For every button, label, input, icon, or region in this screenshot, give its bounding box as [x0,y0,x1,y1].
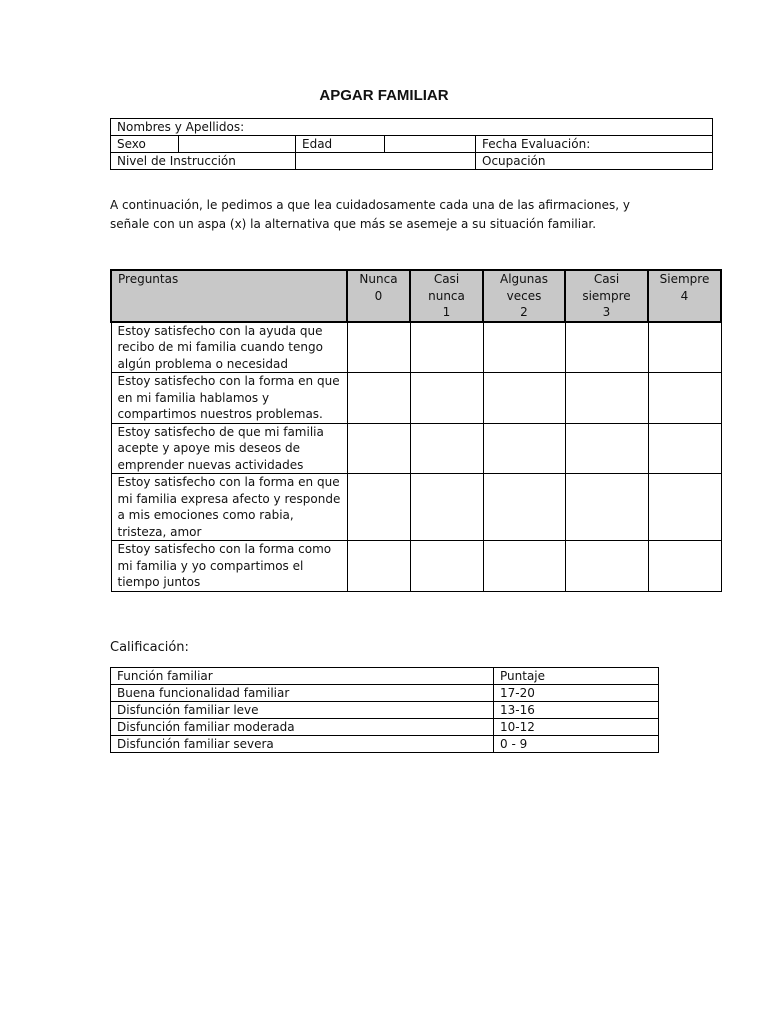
score-range: 10-12 [494,719,659,736]
function-label: Disfunción familiar moderada [111,719,494,736]
answer-cell-almost-never[interactable] [410,474,483,541]
occupation-label: Ocupación [482,154,546,168]
answer-cell-sometimes[interactable] [483,541,565,592]
option-header-sometimes: Algunas veces 2 [483,270,565,322]
answer-cell-never[interactable] [347,541,410,592]
answer-cell-sometimes[interactable] [483,423,565,474]
answer-cell-never[interactable] [347,423,410,474]
questionnaire-header-row [111,270,721,322]
answer-cell-never[interactable] [347,373,410,424]
question-text: Estoy satisfecho con la forma en que mi familia expresa afecto y responde a mis emociones como rabia, tristeza, amor [111,474,347,541]
answer-cell-almost-always[interactable] [565,322,648,373]
instructions-text: A continuación, le pedimos a que lea cuidadosamente cada una de las afirmaciones, y señale con un aspa (x) la alternativa que más se asemeje a su situación familiar. [110,198,630,231]
answer-cell-always[interactable] [648,474,721,541]
questions-column-header: Preguntas [111,270,347,322]
answer-cell-sometimes[interactable] [483,474,565,541]
answer-cell-almost-never[interactable] [410,541,483,592]
education-level-field[interactable] [296,153,476,170]
answer-cell-almost-never[interactable] [410,423,483,474]
answer-cell-almost-never[interactable] [410,322,483,373]
question-text: Estoy satisfecho con la forma en que en mi familia hablamos y compartimos nuestros problemas. [111,373,347,424]
answer-cell-almost-always[interactable] [565,423,648,474]
sex-label: Sexo [111,136,179,153]
answer-cell-sometimes[interactable] [483,373,565,424]
option-header-almost-never: Casi nunca 1 [410,270,483,322]
answer-cell-never[interactable] [347,322,410,373]
info-row-sex-age-date [111,136,713,153]
full-name-label: Nombres y Apellidos: [117,120,245,134]
option-header-almost-always: Casi siempre 3 [565,270,648,322]
option-header-always: Siempre 4 [648,270,721,322]
answer-cell-almost-always[interactable] [565,474,648,541]
score-range: 13-16 [494,702,659,719]
question-row [111,474,721,541]
answer-cell-almost-never[interactable] [410,373,483,424]
apgar-questionnaire-table [110,269,722,592]
education-level-label: Nivel de Instrucción [111,153,296,170]
score-range: 17-20 [494,685,659,702]
full-name-field[interactable] [111,119,713,136]
info-row-name [111,119,713,136]
scoring-label: Calificación: [110,640,189,655]
question-row [111,322,721,373]
question-text: Estoy satisfecho con la forma como mi familia y yo compartimos el tiempo juntos [111,541,347,592]
function-label: Disfunción familiar leve [111,702,494,719]
option-header-never: Nunca 0 [347,270,410,322]
answer-cell-never[interactable] [347,474,410,541]
evaluation-date-field[interactable] [476,136,713,153]
occupation-field[interactable] [476,153,713,170]
sex-field[interactable] [179,136,296,153]
scoring-row [111,736,659,753]
scoring-row [111,702,659,719]
scoring-table [110,667,659,753]
question-row [111,423,721,474]
score-range: 0 - 9 [494,736,659,753]
scoring-row [111,719,659,736]
function-label: Buena funcionalidad familiar [111,685,494,702]
question-text: Estoy satisfecho con la ayuda que recibo de mi familia cuando tengo algún problema o necesidad [111,322,347,373]
scoring-row [111,685,659,702]
answer-cell-always[interactable] [648,541,721,592]
question-row [111,541,721,592]
answer-cell-almost-always[interactable] [565,541,648,592]
function-column-header: Función familiar [111,668,494,685]
age-field[interactable] [385,136,476,153]
info-row-education-occupation [111,153,713,170]
scoring-header-row [111,668,659,685]
answer-cell-always[interactable] [648,322,721,373]
question-text: Estoy satisfecho de que mi familia acepte y apoye mis deseos de emprender nuevas actividades [111,423,347,474]
personal-info-table [110,118,713,170]
evaluation-date-label: Fecha Evaluación: [482,137,591,151]
question-row [111,373,721,424]
answer-cell-always[interactable] [648,423,721,474]
answer-cell-almost-always[interactable] [565,373,648,424]
answer-cell-sometimes[interactable] [483,322,565,373]
score-column-header: Puntaje [494,668,659,685]
page-title: APGAR FAMILIAR [319,87,449,104]
function-label: Disfunción familiar severa [111,736,494,753]
age-label: Edad [296,136,385,153]
answer-cell-always[interactable] [648,373,721,424]
